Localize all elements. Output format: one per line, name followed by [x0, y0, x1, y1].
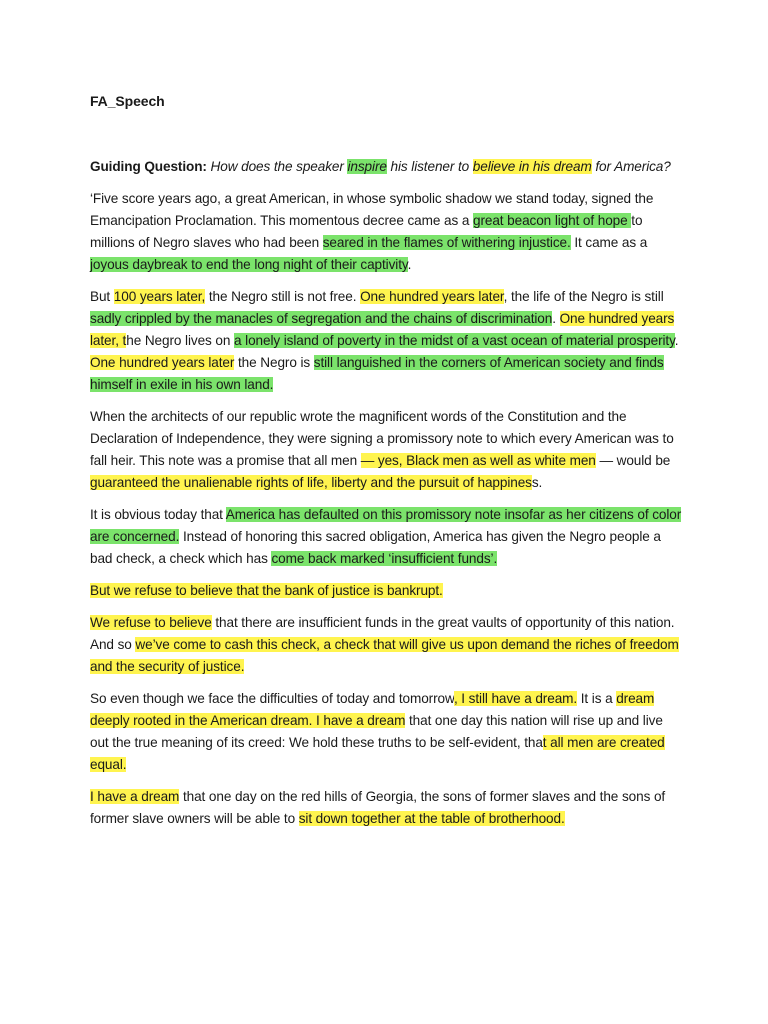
highlighted-text: One hundred years later	[90, 355, 235, 370]
text-run: But	[90, 289, 114, 304]
highlighted-text: joyous daybreak to end the long night of their captivity	[90, 257, 408, 272]
speech-paragraph	[90, 406, 682, 494]
text-run: his listener to	[386, 159, 473, 174]
text-run: he Negro lives on	[126, 333, 235, 348]
speech-paragraph	[90, 286, 682, 396]
text-run: s.	[531, 475, 543, 490]
text-run: How does the speaker	[206, 159, 348, 174]
highlighted-text: believe in his dream	[472, 159, 592, 174]
highlighted-text: , I still have a dream.	[453, 691, 578, 706]
highlighted-text: still languished in the corners of American society and finds himself in exile in his own land.	[90, 355, 664, 392]
text-run: — would be	[595, 453, 671, 468]
speech-paragraph	[90, 188, 682, 276]
document-title: FA_Speech	[90, 93, 165, 109]
guiding-question-text	[207, 159, 671, 174]
speech-excerpt	[90, 188, 682, 830]
text-run: that one day on the red hills of Georgia, the sons of former slaves and the sons of former slave owners will be able to	[90, 789, 666, 826]
text-run: .	[407, 257, 412, 272]
highlighted-text: a lonely island of poverty in the midst of a vast ocean of material prosperity	[234, 333, 675, 348]
text-run: to millions of Negro slaves who had been	[90, 213, 643, 250]
highlighted-text: guaranteed the unalienable rights of life, liberty and the pursuit of happines	[90, 475, 532, 490]
highlighted-text: seared in the flames of withering injustice.	[322, 235, 571, 250]
highlighted-text: dream deeply rooted in the American dream. I have a dream	[90, 691, 655, 728]
speech-paragraph	[90, 580, 682, 602]
text-run: , the life of the Negro is still	[503, 289, 664, 304]
text-run: .	[674, 333, 679, 348]
highlighted-text: But we refuse to believe that the bank of justice is bankrupt.	[90, 583, 443, 598]
highlighted-text: sit down together at the table of brotherhood.	[298, 811, 565, 826]
highlighted-text: — yes, Black men as well as white men	[360, 453, 596, 468]
speech-paragraph	[90, 612, 682, 678]
highlighted-text: We refuse to believe	[90, 615, 212, 630]
text-run: When the architects of our republic wrote the magnificent words of the Constitution and the Declaration of Independence, they were signing a promissory note to which every American was to fall heir. This note was a promise that all men	[90, 409, 674, 468]
highlighted-text: One hundred years later	[360, 289, 504, 304]
highlighted-text: inspire	[347, 159, 387, 174]
highlighted-text: t all men are created equal.	[90, 735, 665, 772]
document-body	[90, 156, 682, 840]
text-run: It came as a	[570, 235, 648, 250]
text-run: for America?	[591, 159, 671, 174]
text-run: ‘Five score years ago, a great American, in whose symbolic shadow we stand today, signed the Emancipation Proclamation. This momentous decree came as a	[90, 191, 654, 228]
highlighted-text: One hundred years later, t	[90, 311, 675, 348]
highlighted-text: 100 years later,	[113, 289, 206, 304]
speech-paragraph	[90, 504, 682, 570]
text-run: the Negro still is not free.	[205, 289, 361, 304]
highlighted-text: America has defaulted on this promissory note insofar as her citizens of color are concerned.	[90, 507, 682, 544]
highlighted-text: sadly crippled by the manacles of segregation and the chains of discrimination	[90, 311, 553, 326]
text-run: So even though we face the difficulties of today and tomorrow	[90, 691, 454, 706]
guiding-question-label: Guiding Question:	[90, 159, 207, 174]
guiding-question	[90, 156, 682, 178]
text-run: .	[552, 311, 560, 326]
text-run: that one day this nation will rise up and live out the true meaning of its creed: We hold these truths to be self-evident, tha	[90, 713, 663, 750]
highlighted-text: great beacon light of hope	[472, 213, 632, 228]
text-run: Instead of honoring this sacred obligation, America has given the Negro people a bad check, a check which has	[90, 529, 661, 566]
highlighted-text: come back marked ‘insufficient funds’.	[271, 551, 498, 566]
highlighted-text: we’ve come to cash this check, a check that will give us upon demand the riches of freedom and the security of justice.	[90, 637, 679, 674]
text-run: that there are insufficient funds in the great vaults of opportunity of this nation. And so	[90, 615, 675, 652]
text-run: It is a	[577, 691, 617, 706]
speech-paragraph	[90, 688, 682, 776]
text-run: the Negro is	[234, 355, 314, 370]
text-run: It is obvious today that	[90, 507, 226, 522]
highlighted-text: I have a dream	[90, 789, 180, 804]
speech-paragraph	[90, 786, 682, 830]
